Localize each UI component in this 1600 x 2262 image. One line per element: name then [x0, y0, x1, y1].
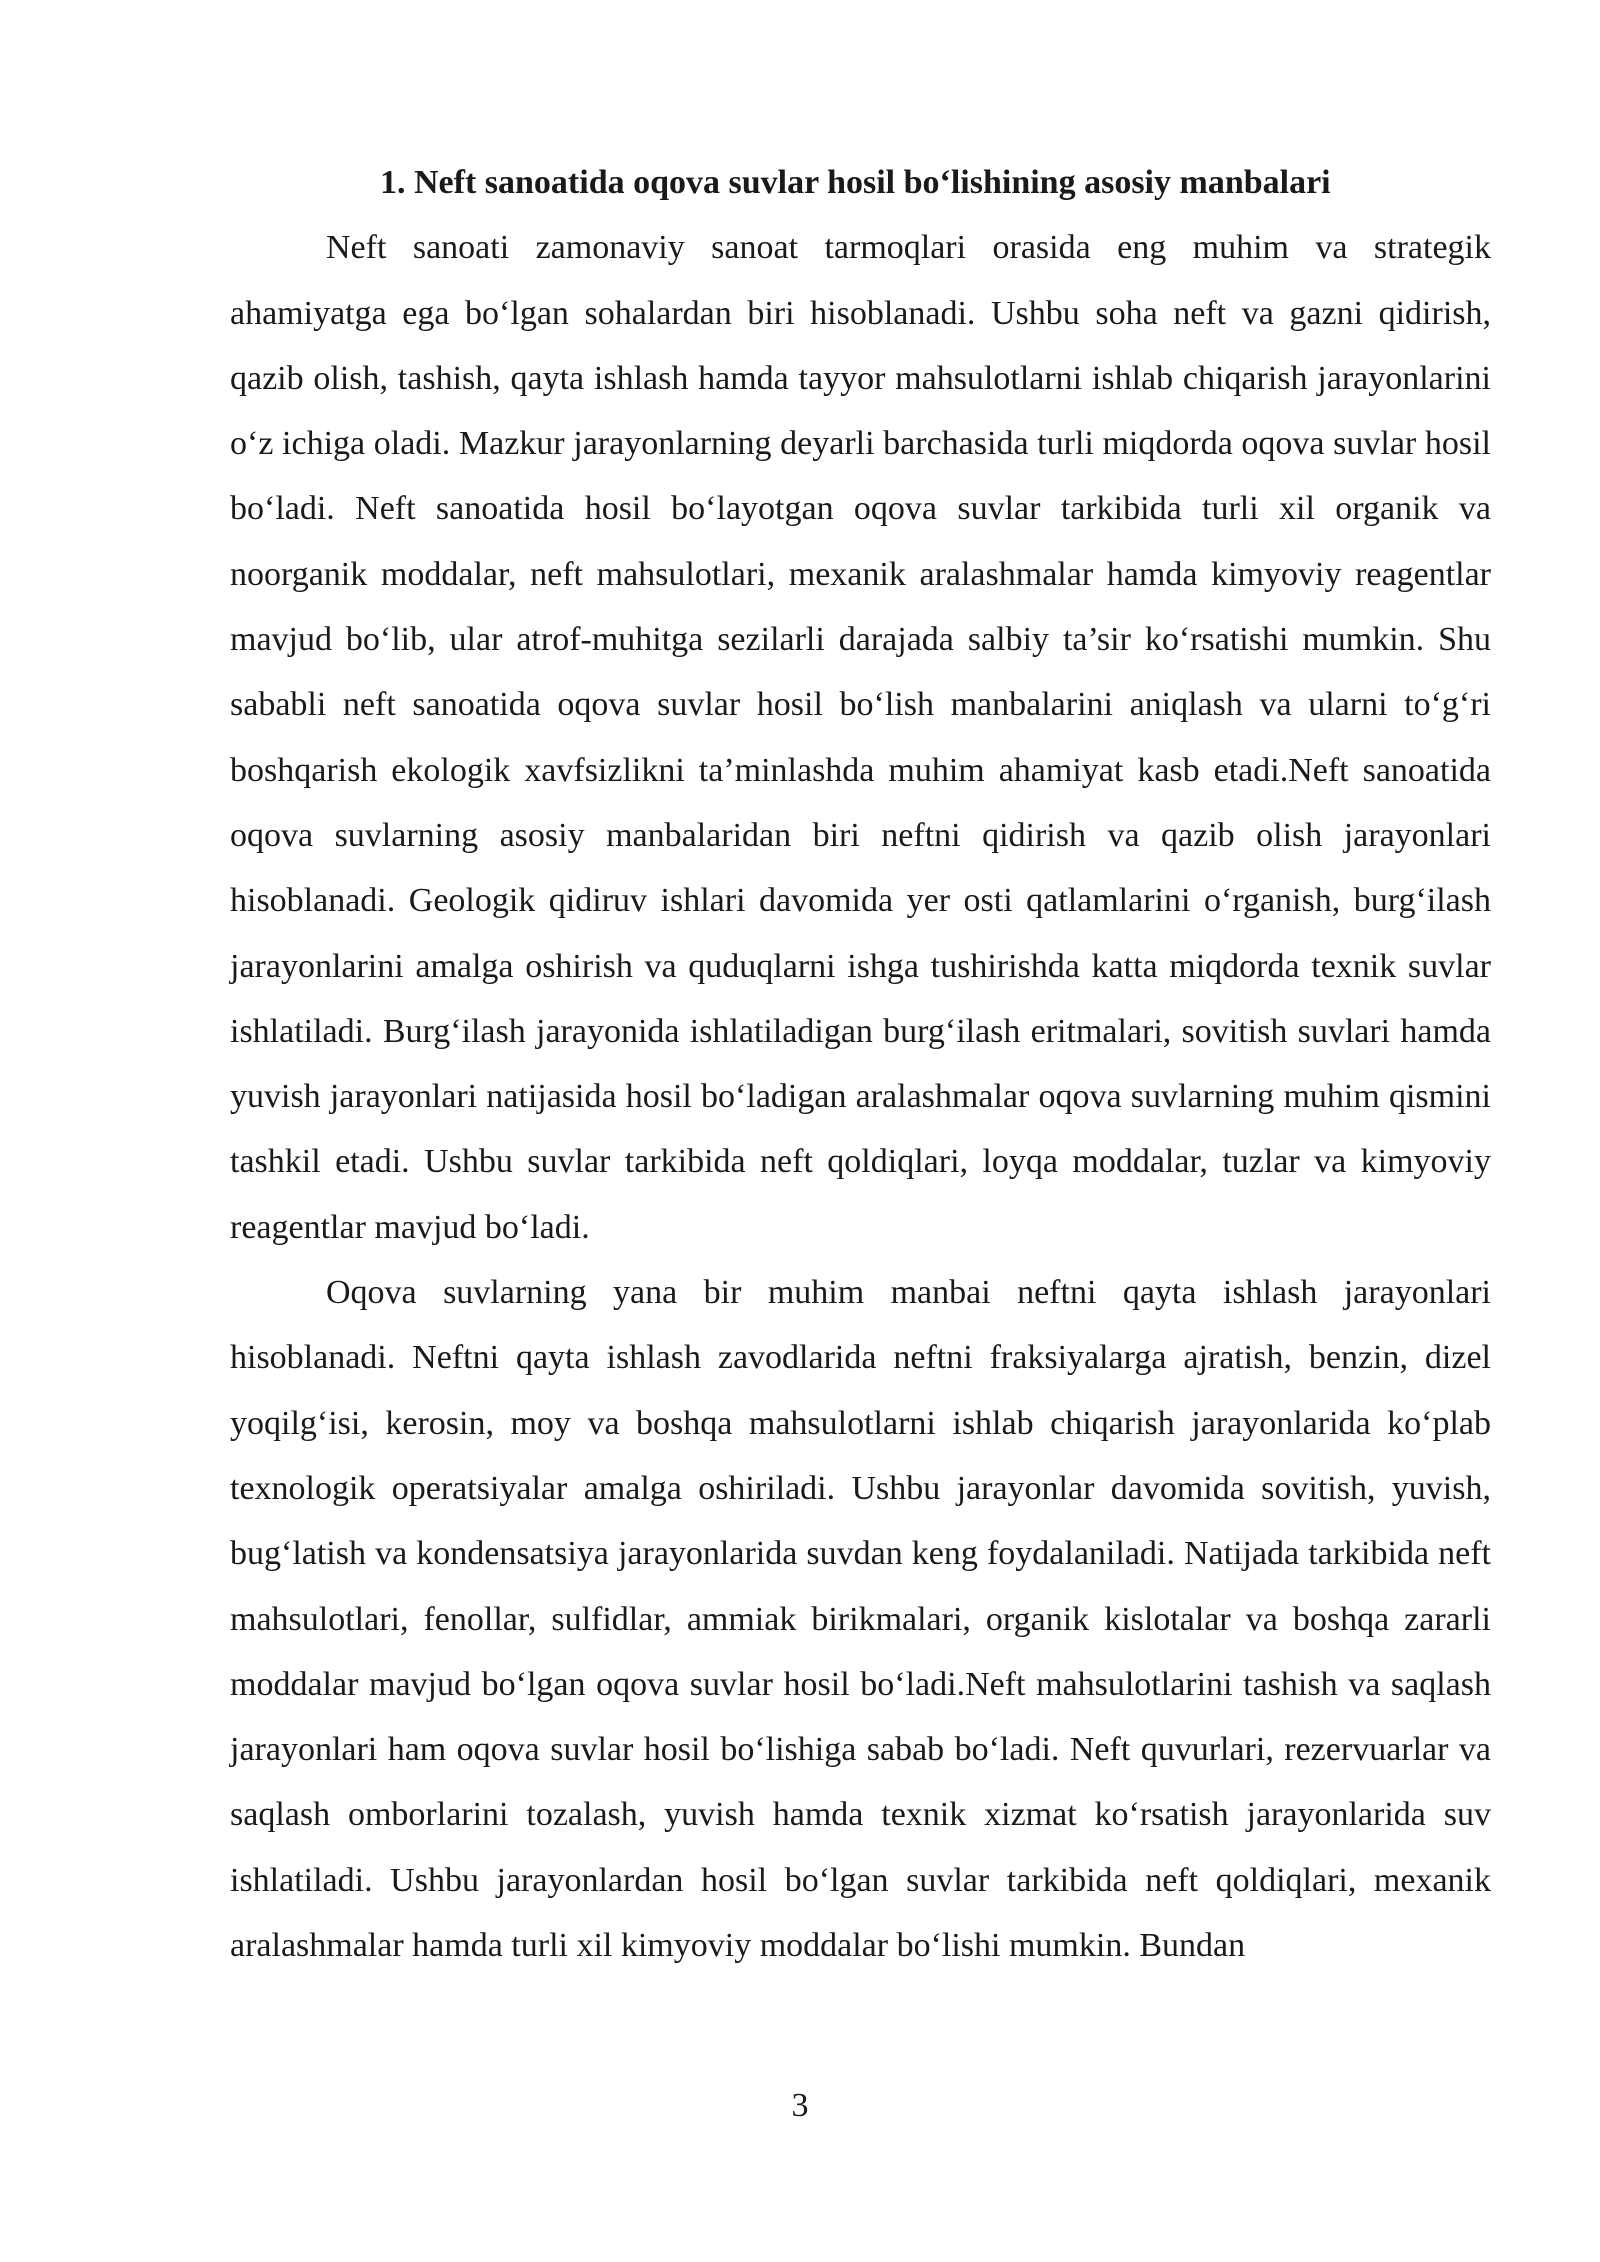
- section-heading: 1. Neft sanoatida oqova suvlar hosil bo‘lishining asosiy manbalari: [380, 164, 1331, 201]
- page-number: 3: [791, 2087, 809, 2124]
- paragraph: Oqova suvlarning yana bir muhim manbai neftni qayta ishlash jarayonlari hisoblanadi. Neftni qayta ishlash zavodlarida neftni fraksiyalarga ajratish, benzin, dizel yoqilg‘isi, kerosin, moy va boshqa mahsulotlarni ishlab chiqarish jarayonlarida ko‘plab texnologik operatsiyalar amalga oshiriladi. Ushbu jarayonlar davomida sovitish, yuvish, bug‘latish va kondensatsiya jarayonlarida suvdan keng foydalaniladi. Natijada tarkibida neft mahsulotlari, fenollar, sulfidlar, ammiak birikmalari, organik kislotalar va boshqa zararli moddalar mavjud bo‘lgan oqova suvlar hosil bo‘ladi.Neft mahsulotlarini tashish va saqlash jarayonlari ham oqova suvlar hosil bo‘lishiga sabab bo‘ladi. Neft quvurlari, rezervuarlar va saqlash omborlarini tozalash, yuvish hamda texnik xizmat ko‘rsatish jarayonlarida suv ishlatiladi. Ushbu jarayonlardan hosil bo‘lgan suvlar tarkibida neft qoldiqlari, mexanik aralashmalar hamda turli xil kimyoviy moddalar bo‘lishi mumkin. Bundan: [230, 1274, 1491, 1965]
- document-body: [230, 150, 1491, 1978]
- paragraph: Neft sanoati zamonaviy sanoat tarmoqlari orasida eng muhim va strategik ahamiyatga ega bo‘lgan sohalardan biri hisoblanadi. Ushbu soha neft va gazni qidirish, qazib olish, tashish, qayta ishlash hamda tayyor mahsulotlarni ishlab chiqarish jarayonlarini o‘z ichiga oladi. Mazkur jarayonlarning deyarli barchasida turli miqdorda oqova suvlar hosil bo‘ladi. Neft sanoatida hosil bo‘layotgan oqova suvlar tarkibida turli xil organik va noorganik moddalar, neft mahsulotlari, mexanik aralashmalar hamda kimyoviy reagentlar mavjud bo‘lib, ular atrof-muhitga sezilarli darajada salbiy ta’sir ko‘rsatishi mumkin. Shu sababli neft sanoatida oqova suvlar hosil bo‘lish manbalarini aniqlash va ularni to‘g‘ri boshqarish ekologik xavfsizlikni ta’minlashda muhim ahamiyat kasb etadi.Neft sanoatida oqova suvlarning asosiy manbalaridan biri neftni qidirish va qazib olish jarayonlari hisoblanadi. Geologik qidiruv ishlari davomida yer osti qatlamlarini o‘rganish, burg‘ilash jarayonlarini amalga oshirish va quduqlarni ishga tushirishda katta miqdorda texnik suvlar ishlatiladi. Burg‘ilash jarayonida ishlatiladigan burg‘ilash eritmalari, sovitish suvlari hamda yuvish jarayonlari natijasida hosil bo‘ladigan aralashmalar oqova suvlarning muhim qismini tashkil etadi. Ushbu suvlar tarkibida neft qoldiqlari, loyqa moddalar, tuzlar va kimyoviy reagentlar mavjud bo‘ladi.: [230, 229, 1491, 1246]
